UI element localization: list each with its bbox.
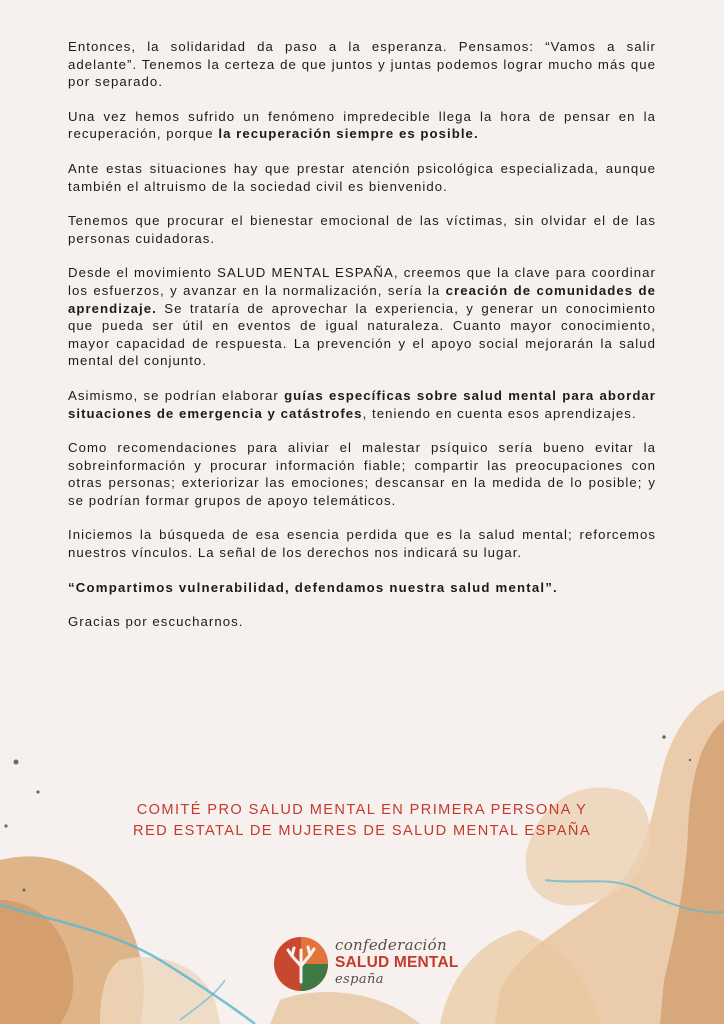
paragraph-1: Entonces, la solidaridad da paso a la esperanza. Pensamos: “Vamos a salir adelante”. Tenemos la certeza de que juntos y juntas podemos lograr mucho más que por separado.	[68, 39, 656, 90]
paragraph-3: Ante estas situaciones hay que prestar atención psicológica especializada, aunque también el altruismo de la sociedad civil es bienvenido.	[68, 160, 656, 194]
paragraph-5	[68, 264, 656, 370]
paragraph-8: Iniciemos la búsqueda de esa esencia perdida que es la salud mental; reforcemos nuestros vínculos. La señal de los derechos nos indicará su lugar.	[68, 527, 656, 561]
tree-circle-logo-icon	[273, 936, 329, 992]
thanks-line: Gracias por escucharnos.	[68, 614, 244, 630]
paragraph-6	[68, 387, 656, 422]
logo-text	[335, 936, 459, 988]
paragraph-5-emphasis: creación de comunidades de aprendizaje.	[68, 282, 656, 316]
closing-quote: “Compartimos vulnerabilidad, defendamos nuestra salud mental”.	[68, 579, 558, 595]
signature-block	[0, 800, 724, 842]
paragraph-6-text-b: , teniendo en cuenta esos aprendizajes.	[362, 405, 637, 421]
paragraph-2	[68, 108, 656, 143]
paragraph-2-emphasis: la recuperación siempre es posible.	[218, 126, 479, 142]
signature-line-2: RED ESTATAL DE MUJERES DE SALUD MENTAL ESPAÑA	[133, 823, 591, 839]
confederacion-logo	[273, 934, 463, 996]
paragraph-6-emphasis: guías específicas sobre salud mental para abordar situaciones de emergencia y catástrofes	[68, 387, 656, 421]
signature-line-1: COMITÉ PRO SALUD MENTAL EN PRIMERA PERSONA Y	[136, 802, 588, 818]
paragraph-7: Como recomendaciones para aliviar el malestar psíquico sería bueno evitar la sobreinformación y procurar información fiable; compartir las preocupaciones con otras personas; exteriorizar las emociones; descansar en la medida de lo posible; y se podrían formar grupos de apoyo telemáticos.	[68, 440, 656, 508]
logo-line-3: españa	[335, 972, 384, 987]
paragraph-6-text-a: Asimismo, se podrían elaborar	[68, 387, 285, 403]
paragraph-2-text: Una vez hemos sufrido un fenómeno impredecible llega la hora de pensar en la recuperación, porque	[68, 108, 656, 142]
paragraph-4: Tenemos que procurar el bienestar emocional de las víctimas, sin olvidar el de las personas cuidadoras.	[68, 213, 656, 246]
paragraph-5-text-b: Se trataría de aprovechar la experiencia, y generar un conocimiento que pueda ser útil en eventos de igual naturaleza. Cuanto mayor conocimiento, mayor capacidad de respuesta. La prevención y el apoyo social mejorarán la salud mental del conjunto.	[68, 300, 656, 369]
letter-body	[68, 38, 656, 648]
logo-line-2: SALUD MENTAL	[335, 954, 459, 971]
logo-line-1: confederación	[335, 936, 447, 954]
paragraph-5-text-a: Desde el movimiento SALUD MENTAL ESPAÑA, creemos que la clave para coordinar los esfuerzos, y avanzar en la normalización, sería la	[68, 265, 656, 298]
